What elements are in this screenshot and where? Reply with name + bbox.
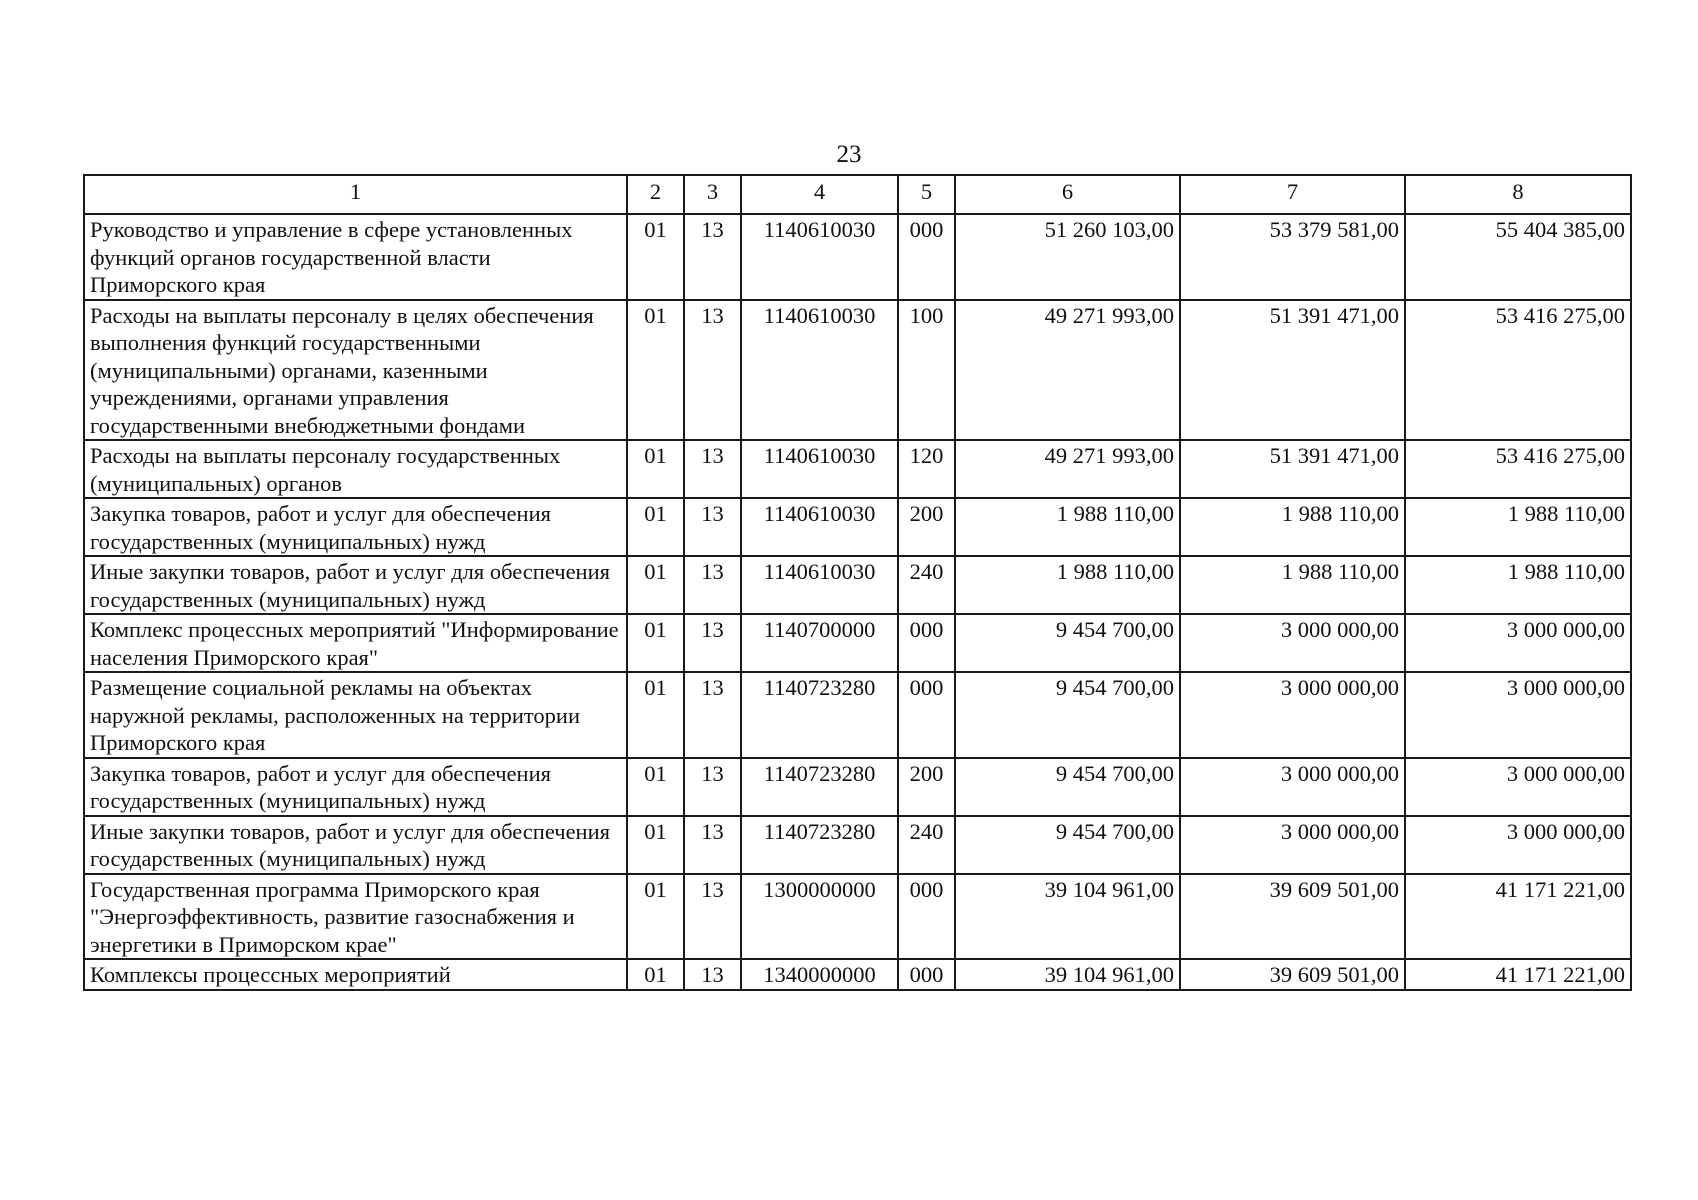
expense-type-code: 240: [898, 556, 955, 614]
column-header: 4: [741, 175, 898, 214]
table-header-row: [84, 175, 1631, 214]
amount-col-8: 3 000 000,00: [1405, 672, 1631, 758]
amount-col-7: 3 000 000,00: [1180, 672, 1405, 758]
amount-col-6: 1 988 110,00: [955, 556, 1180, 614]
section-code: 01: [627, 874, 684, 960]
subsection-code: 13: [684, 874, 741, 960]
row-name: Государственная программа Приморского края "Энергоэффективность, развитие газоснабжения и энергетики в Приморском крае": [84, 874, 627, 960]
expense-type-code: 000: [898, 959, 955, 990]
section-code: 01: [627, 672, 684, 758]
amount-col-6: 9 454 700,00: [955, 672, 1180, 758]
amount-col-7: 51 391 471,00: [1180, 300, 1405, 441]
row-name: Закупка товаров, работ и услуг для обеспечения государственных (муниципальных) нужд: [84, 758, 627, 816]
amount-col-8: 1 988 110,00: [1405, 498, 1631, 556]
target-article-code: 1140610030: [741, 300, 898, 441]
section-code: 01: [627, 440, 684, 498]
subsection-code: 13: [684, 959, 741, 990]
table-row: [84, 874, 1631, 960]
amount-col-7: 3 000 000,00: [1180, 816, 1405, 874]
amount-col-8: 53 416 275,00: [1405, 440, 1631, 498]
subsection-code: 13: [684, 440, 741, 498]
amount-col-6: 39 104 961,00: [955, 959, 1180, 990]
section-code: 01: [627, 498, 684, 556]
amount-col-8: 41 171 221,00: [1405, 874, 1631, 960]
amount-col-6: 49 271 993,00: [955, 440, 1180, 498]
column-header: 8: [1405, 175, 1631, 214]
amount-col-6: 1 988 110,00: [955, 498, 1180, 556]
subsection-code: 13: [684, 556, 741, 614]
table-row: [84, 816, 1631, 874]
subsection-code: 13: [684, 498, 741, 556]
section-code: 01: [627, 614, 684, 672]
amount-col-8: 41 171 221,00: [1405, 959, 1631, 990]
row-name: Иные закупки товаров, работ и услуг для обеспечения государственных (муниципальных) нужд: [84, 556, 627, 614]
row-name: Комплексы процессных мероприятий: [84, 959, 627, 990]
amount-col-7: 39 609 501,00: [1180, 959, 1405, 990]
page-number: 23: [836, 141, 862, 168]
expense-type-code: 100: [898, 300, 955, 441]
row-name: Иные закупки товаров, работ и услуг для обеспечения государственных (муниципальных) нужд: [84, 816, 627, 874]
amount-col-6: 51 260 103,00: [955, 214, 1180, 300]
subsection-code: 13: [684, 758, 741, 816]
amount-col-8: 3 000 000,00: [1405, 614, 1631, 672]
column-header: 2: [627, 175, 684, 214]
subsection-code: 13: [684, 816, 741, 874]
row-name: Руководство и управление в сфере установленных функций органов государственной власти Приморского края: [84, 214, 627, 300]
amount-col-6: 39 104 961,00: [955, 874, 1180, 960]
column-header: 7: [1180, 175, 1405, 214]
table-row: [84, 614, 1631, 672]
row-name: Закупка товаров, работ и услуг для обеспечения государственных (муниципальных) нужд: [84, 498, 627, 556]
amount-col-6: 9 454 700,00: [955, 816, 1180, 874]
table-row: [84, 214, 1631, 300]
table-row: [84, 556, 1631, 614]
expense-type-code: 120: [898, 440, 955, 498]
section-code: 01: [627, 816, 684, 874]
subsection-code: 13: [684, 214, 741, 300]
amount-col-7: 3 000 000,00: [1180, 614, 1405, 672]
amount-col-8: 55 404 385,00: [1405, 214, 1631, 300]
column-header: 3: [684, 175, 741, 214]
table-row: [84, 498, 1631, 556]
amount-col-6: 9 454 700,00: [955, 758, 1180, 816]
amount-col-7: 51 391 471,00: [1180, 440, 1405, 498]
subsection-code: 13: [684, 300, 741, 441]
amount-col-6: 49 271 993,00: [955, 300, 1180, 441]
amount-col-8: 3 000 000,00: [1405, 816, 1631, 874]
row-name: Расходы на выплаты персоналу государственных (муниципальных) органов: [84, 440, 627, 498]
target-article-code: 1140610030: [741, 214, 898, 300]
target-article-code: 1140610030: [741, 498, 898, 556]
target-article-code: 1140723280: [741, 672, 898, 758]
budget-table: [83, 174, 1632, 991]
expense-type-code: 000: [898, 672, 955, 758]
amount-col-7: 1 988 110,00: [1180, 556, 1405, 614]
amount-col-7: 53 379 581,00: [1180, 214, 1405, 300]
amount-col-8: 3 000 000,00: [1405, 758, 1631, 816]
column-header: 6: [955, 175, 1180, 214]
target-article-code: 1140700000: [741, 614, 898, 672]
amount-col-7: 1 988 110,00: [1180, 498, 1405, 556]
row-name: Размещение социальной рекламы на объектах наружной рекламы, расположенных на территории Приморского края: [84, 672, 627, 758]
section-code: 01: [627, 214, 684, 300]
expense-type-code: 000: [898, 614, 955, 672]
section-code: 01: [627, 556, 684, 614]
target-article-code: 1300000000: [741, 874, 898, 960]
column-header: 5: [898, 175, 955, 214]
row-name: Расходы на выплаты персоналу в целях обеспечения выполнения функций государственными (муниципальными) органами, казенными учреждениями, органами управления государственными внебюджетными фондами: [84, 300, 627, 441]
table-row: [84, 758, 1631, 816]
amount-col-8: 1 988 110,00: [1405, 556, 1631, 614]
column-header: 1: [84, 175, 627, 214]
amount-col-8: 53 416 275,00: [1405, 300, 1631, 441]
expense-type-code: 200: [898, 498, 955, 556]
target-article-code: 1140723280: [741, 816, 898, 874]
subsection-code: 13: [684, 614, 741, 672]
row-name: Комплекс процессных мероприятий "Информирование населения Приморского края": [84, 614, 627, 672]
expense-type-code: 000: [898, 214, 955, 300]
table-row: [84, 300, 1631, 441]
amount-col-7: 3 000 000,00: [1180, 758, 1405, 816]
expense-type-code: 200: [898, 758, 955, 816]
table-row: [84, 959, 1631, 990]
section-code: 01: [627, 758, 684, 816]
target-article-code: 1140610030: [741, 556, 898, 614]
amount-col-7: 39 609 501,00: [1180, 874, 1405, 960]
section-code: 01: [627, 300, 684, 441]
amount-col-6: 9 454 700,00: [955, 614, 1180, 672]
expense-type-code: 000: [898, 874, 955, 960]
table-row: [84, 672, 1631, 758]
expense-type-code: 240: [898, 816, 955, 874]
table-row: [84, 440, 1631, 498]
target-article-code: 1140610030: [741, 440, 898, 498]
subsection-code: 13: [684, 672, 741, 758]
target-article-code: 1340000000: [741, 959, 898, 990]
section-code: 01: [627, 959, 684, 990]
target-article-code: 1140723280: [741, 758, 898, 816]
